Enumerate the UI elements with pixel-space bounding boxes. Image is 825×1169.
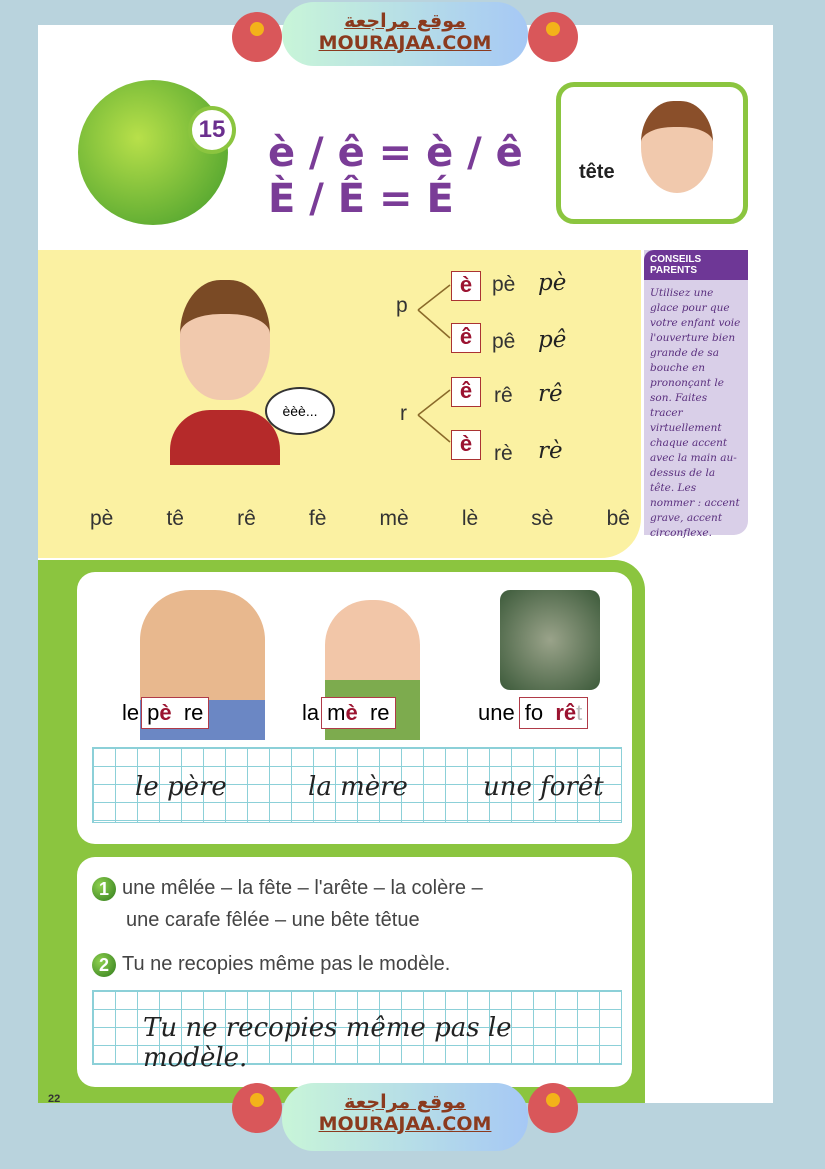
word-card xyxy=(556,82,748,224)
letter-box: è xyxy=(451,430,481,460)
watermark-badge xyxy=(232,12,282,62)
puzzle-piece: mè re xyxy=(321,697,395,729)
watermark-site: MOURAJAA.COM xyxy=(318,1113,492,1135)
writing-grid xyxy=(92,747,622,823)
cursive-syllable: pè xyxy=(538,270,567,296)
syllable: rê xyxy=(237,507,256,530)
article: la xyxy=(302,700,320,725)
speech-bubble: èèè... xyxy=(265,387,335,435)
syllable: fè xyxy=(308,507,327,530)
consonant-p: p xyxy=(396,294,408,317)
syllable: mè xyxy=(379,507,409,530)
syllable: tê xyxy=(166,507,184,530)
syllable: lè xyxy=(461,507,479,530)
cursive-syllable: rè xyxy=(538,438,563,464)
cursive-model: Tu ne recopies même pas le modèle. xyxy=(143,1013,512,1073)
watermark-site: MOURAJAA.COM xyxy=(318,32,492,54)
exercise-2: 2 Tu ne recopies même pas le modèle. xyxy=(92,948,450,980)
parent-tips-text: Utilisez une glace pour que votre enfant voie l'ouverture bien grande de sa bouche en prononçant le son. Faites tracer virtuellement chaque accent avec la main au-dessus de la tête. Les nommer : accent grave, accent circonflexe. xyxy=(650,287,741,539)
consonant-r: r xyxy=(400,402,407,425)
article: le xyxy=(122,700,140,725)
puzzle-piece: pè re xyxy=(141,697,209,729)
letter-box: è xyxy=(451,271,481,301)
watermark-banner-bottom[interactable] xyxy=(282,1083,528,1151)
syllable: rê xyxy=(494,384,513,407)
syllable: pè xyxy=(90,507,114,530)
syllable: rè xyxy=(494,442,513,465)
title-lowercase: è / ê = è / ê xyxy=(268,130,523,176)
letter-box: ê xyxy=(451,377,481,407)
article: une xyxy=(478,700,515,725)
syllable: pè xyxy=(492,273,516,296)
word-puzzle xyxy=(478,697,588,729)
boy-illustration xyxy=(170,280,280,465)
word-card-label: tête xyxy=(579,161,615,183)
writing-grid xyxy=(92,990,622,1073)
parent-tips-heading: CONSEILS PARENTS xyxy=(644,250,748,280)
watermark-arabic: موقع مراجعة xyxy=(344,1091,466,1113)
title-uppercase: È / Ê = É xyxy=(268,176,454,222)
exercise-number: 1 xyxy=(92,877,116,901)
syllable: bê xyxy=(606,507,630,530)
word-puzzle xyxy=(122,697,209,729)
cursive-word: le père xyxy=(135,772,227,802)
face-illustration xyxy=(641,101,713,193)
cursive-word: la mère xyxy=(308,772,408,802)
cursive-word: une forêt xyxy=(483,772,604,802)
watermark-banner-top[interactable] xyxy=(282,2,528,66)
lesson-number: 15 xyxy=(188,106,236,154)
cursive-syllable: rê xyxy=(538,381,563,407)
watermark-badge xyxy=(232,1083,282,1133)
exercise-1: 1 une mêlée – la fête – l'arête – la colère – une carafe fêlée – une bête têtue xyxy=(92,872,483,936)
word-puzzle xyxy=(302,697,396,729)
exercise-number: 2 xyxy=(92,953,116,977)
puzzle-piece: fo rêt xyxy=(519,697,589,729)
parent-tips xyxy=(644,250,748,539)
page-number: 22 xyxy=(48,1093,61,1105)
syllable: sè xyxy=(531,507,554,530)
letter-box: ê xyxy=(451,323,481,353)
watermark-badge xyxy=(528,1083,578,1133)
cursive-syllable: pê xyxy=(538,327,567,353)
watermark-badge xyxy=(528,12,578,62)
syllable-row xyxy=(90,507,630,531)
forest-illustration xyxy=(500,590,600,690)
syllable: pê xyxy=(492,330,516,353)
watermark-arabic: موقع مراجعة xyxy=(344,10,466,32)
